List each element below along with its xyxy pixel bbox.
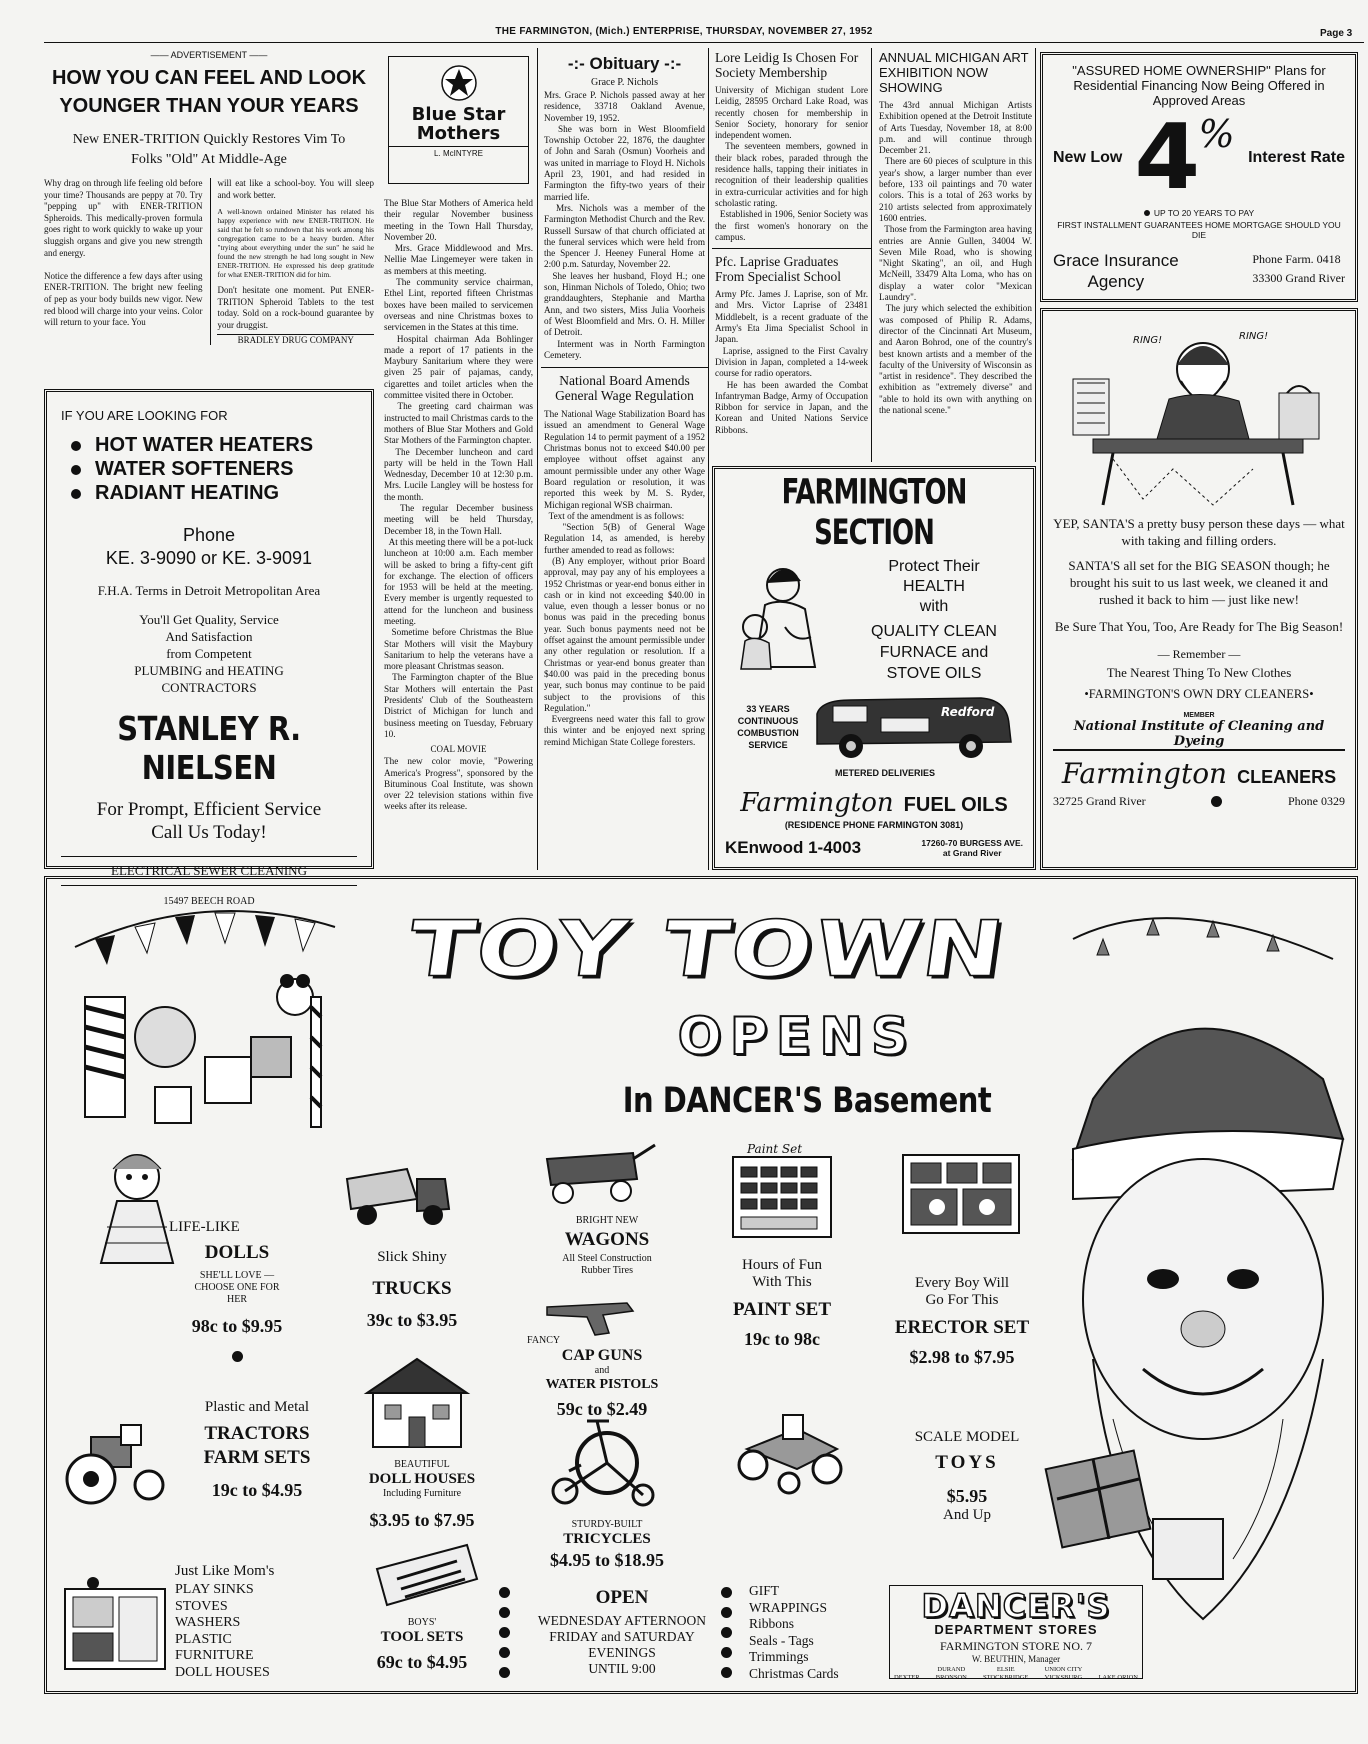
nielsen-item (71, 457, 357, 481)
erector-name: ERECTOR SET (894, 1317, 1030, 1338)
scale-price: $5.95 (946, 1486, 988, 1506)
wage-body: The National Wage Stabilization Board has issued an amendment to General Wage Regulation 14 to permit payment of a 1952 Christmas bonus not to exceed $40.00 per employee without offset against any amount permissible under any other Wage Board regulation or resolution, it was reported this week by M. S. Ryder, Michigan regional WSB chairman. Text of the amendment is as follows: "Section 5(B) of General Wage Regulation 14, as amended, is hereby further amended to read as follows: (B) Any employer, without prior Board approval, may pay any of his employees a 1952 Christmas or year-end bonus either in cash or in kind not exceeding $40.00 in value, even though a lesser bonus or no bonus was paid in the preceding bonus year. Such bonus payments need not be offset against the amount permissible under any other regulation or resolution. If a Christmas or year-end bonus greater than $40.00 was paid in the preceding bonus year, such bonus may continue to be paid subject to the provisions of this Regulation." Evergreens need water this fall to grow this winter and be enjoyed next spring remind Michigan State College foresters. (544, 409, 705, 747)
enertrition-ad (44, 48, 377, 382)
scale-name2: TOYS (935, 1452, 999, 1473)
art-body: The 43rd annual Michigan Artists Exhibition opened at the Detroit Institute of Arts Tuesday, November 18, at 8:00 p.m. and will continue through December 21. There are 60 pieces of sculpture in this year's show, a larger number than ever before, 133 oil paintings and 70 water colors. This is a total of 263 works by 210 artists selected from approximately 1600 entries. Those from the Farmington area having entries are Annie Gullen, 34004 W. Seven Mile Road, who is showing "Night Skating", an oil, and Hugh McNeill, 33479 Alta Loma, who has on display a water color "Mexican Laundry". The jury which selected the exhibition was composed of Philip R. Adams, director of the Cincinnati Art Museum, and Aaron Bohrod, one of the country's best known artists and a member of the faculty of the University of Wisconsin as "artist in residence". They described the exhibition as "extremely diverse" and "able to hold its own with anything on the national scene." (879, 100, 1033, 416)
nielsen-name: STANLEY R. NIELSEN (117, 708, 301, 788)
bullet-icon (499, 1587, 510, 1598)
erector-price: $2.98 to $7.95 (909, 1347, 1015, 1367)
guns-and: and (594, 1365, 610, 1376)
enertrition-sub: New ENER-TRITION Quickly Restores Vim To Folks "Old" At Middle-Age (72, 132, 346, 167)
obituary-name: Grace P. Nichols (591, 77, 658, 88)
guns-price: 59c to $2.49 (556, 1399, 648, 1419)
fuel-protect: Protect Their HEALTH with (888, 558, 980, 615)
enertrition-headline: HOW YOU CAN FEEL AND LOOK YOUNGER THAN YOUR YEARS (51, 67, 367, 117)
guns-block (517, 1335, 687, 1420)
svg-text:RING!: RING! (1133, 335, 1163, 346)
bullet-icon (499, 1627, 510, 1638)
bullet-icon (71, 465, 81, 475)
houses-name: DOLL HOUSES (368, 1471, 476, 1487)
nielsen-quality: You'll Get Quality, Service And Satisfaction from Competent PLUMBING and HEATING CONTRACTORS (134, 612, 284, 695)
cleaners-phone: Phone 0329 (1288, 794, 1345, 808)
cleaners-institute: National Institute of Cleaning and Dyeing (1053, 719, 1345, 751)
open-block (527, 1587, 717, 1677)
bullet-icon (721, 1647, 732, 1658)
sinks-block (175, 1563, 345, 1681)
dancers-town: LAKE ORION (1098, 1673, 1138, 1681)
grace-interest: Interest Rate (1248, 149, 1345, 166)
nielsen-items (71, 433, 357, 505)
open-bullets-right (721, 1587, 745, 1678)
bullet-icon (1211, 796, 1222, 807)
gifts-list: GIFT WRAPPINGS Ribbons Seals - Tags Trimmings Christmas Cards (749, 1583, 839, 1681)
dancers-towns (894, 1666, 1138, 1681)
nielsen-prompt: For Prompt, Efficient Service Call Us Today! (96, 799, 322, 843)
mother-baby-icon (725, 557, 845, 677)
houses-lead: BEAUTIFUL (394, 1459, 450, 1470)
tools-lead: BOYS' (407, 1617, 437, 1628)
santa-phone-illustration (1053, 319, 1349, 509)
nielsen-phone-label: Phone (182, 525, 236, 545)
houses-price: $3.95 to $7.95 (369, 1510, 475, 1530)
houses-small: Including Furniture (382, 1488, 462, 1499)
santa-face-illustration (1033, 899, 1353, 1659)
fuel-mother-illustration (725, 557, 845, 684)
sinks-list: PLAY SINKS STOVES WASHERS PLASTIC FURNITURE DOLL HOUSES (175, 1582, 270, 1680)
play-sink-icon (55, 1569, 175, 1679)
grace-addr: 33300 Grand River (1252, 271, 1345, 285)
coal-head: COAL MOVIE (430, 744, 487, 755)
ad-tag: —— ADVERTISEMENT —— (150, 50, 268, 60)
art-column (876, 48, 1036, 462)
wage-head: National Board Amends General Wage Regulation (555, 373, 694, 404)
dancers-dept: DEPARTMENT STORES (934, 1622, 1098, 1637)
laprise-head: Pfc. Laprise Graduates From Specialist School (715, 254, 841, 285)
cleaners-script: Farmington (1061, 757, 1228, 790)
grace-first: FIRST INSTALLMENT GUARANTEES HOME MORTGAGE SHOULD YOU DIE (1057, 220, 1341, 240)
dolls-lead: LIFE-LIKE (169, 1219, 240, 1235)
grace-phone: Phone Farm. 0418 (1252, 252, 1341, 266)
dancers-box (889, 1585, 1143, 1679)
grace-new-low: New Low (1053, 149, 1123, 166)
truck-toy-icon (337, 1149, 457, 1239)
cleaners-p2: SANTA'S all set for the BIG SEASON though; he brought his suit to us last week, we cleaned it and rushed it back to him — just like new! (1068, 558, 1333, 607)
bluestar-title2: Mothers (416, 123, 501, 144)
cleaners-p1: YEP, SANTA'S a pretty busy person these days — what with taking and filling orders. (1053, 516, 1349, 548)
cleaners-own: •FARMINGTON'S OWN DRY CLEANERS• (1084, 687, 1314, 701)
tricycles-name: TRICYCLES (563, 1531, 651, 1547)
leidig-column (712, 48, 872, 462)
nielsen-address: 15497 BEECH ROAD (163, 896, 255, 907)
enertrition-store: BRADLEY DRUG COMPANY (217, 334, 374, 345)
paint-block (697, 1257, 867, 1350)
tools-name: TOOL SETS (380, 1629, 464, 1645)
bullet-icon (721, 1607, 732, 1618)
paint-price: 19c to 98c (744, 1329, 820, 1349)
paint-lead: Hours of Fun With This (741, 1257, 822, 1290)
nielsen-item-text: WATER SOFTENERS (95, 458, 294, 480)
wagons-name: WAGONS (564, 1229, 650, 1250)
open-bullets-left (499, 1587, 523, 1678)
guns-name2: WATER PISTOLS (545, 1377, 659, 1392)
tool-set-icon (367, 1539, 487, 1609)
column-rule (541, 367, 708, 368)
dolls-name: DOLLS (204, 1242, 270, 1263)
bluestar-byline: L. McINTYRE (389, 146, 528, 158)
cleaners-nearest: The Nearest Thing To New Clothes (1106, 665, 1292, 680)
wagons-lead: BRIGHT NEW (575, 1215, 639, 1226)
art-head: ANNUAL MICHIGAN ART EXHIBITION NOW SHOWING (879, 50, 1029, 95)
houses-block (337, 1459, 507, 1531)
dancers-town: DURAND BRONSON (935, 1666, 967, 1681)
bullet-icon (499, 1647, 510, 1658)
dolls-small: SHE'LL LOVE — CHOOSE ONE FOR HER (194, 1270, 280, 1305)
obituary-body: Mrs. Grace P. Nichols passed away at her residence, 33718 Oakland Avenue, November 19, 1952. She was born in West Bloomfield Township October 22, 1876, the daughter of John and Sarah (Osmun) Voorheis and was united in marriage to Floyd H. Nichols April 23, 1901, and had resided in Farmington the fifty-two years of their married life. Mrs. Nichols was a member of the Farmington Methodist Church and the Rev. Russell Sursaw of that church officiated at the funeral services which were held from the Spencer J. Heeney Funeral Home at 2:00 p.m. Saturday, November 22. She leaves her husband, Floyd H.; one son, Hinman Nichols of Toledo, Ohio; two granddaughters, Stephanie and Martha Ann, and two sisters, Miss Julia Voorheis of West Bloomfield and Mrs. O. H. Miller of Detroit. Interment was in North Farmington Cemetery. (544, 90, 706, 360)
dancers-town: ELSIE STOCKBRIDGE (983, 1666, 1029, 1681)
nielsen-lead: IF YOU ARE LOOKING FOR (61, 408, 228, 423)
nielsen-phones: KE. 3-9090 or KE. 3-9091 (105, 548, 313, 568)
toytown-ad (44, 876, 1358, 1694)
fuel-script: Farmington (740, 788, 894, 818)
wagons-small: All Steel Construction Rubber Tires (562, 1253, 652, 1276)
tricycles-price: $4.95 to $18.95 (550, 1550, 664, 1570)
nielsen-item-text: HOT WATER HEATERS (95, 434, 314, 456)
tractors-lead: Plastic and Metal (204, 1399, 310, 1415)
fuel-metered: METERED DELIVERIES (835, 768, 936, 778)
fuel-fuel: FUEL OILS (903, 794, 1008, 816)
bullet-icon (499, 1607, 510, 1618)
enertrition-col1: Why drag on through life feeling old before your time? Thousands are peppy at 70. Try "pepping up" with ENER-TRITION Spheroids. This medically-proven formula goes right to work quickly to wake up your sluggish organs and give you new strength and energy. Notice the difference a few days after using ENER-TRITION. The bright new feeling of pep as your body builds new vigor. New red blood will charge into your veins. Color will return to your face. You (44, 178, 203, 328)
cleaners-remember: — Remember — (1157, 647, 1241, 661)
star-icon (441, 65, 477, 101)
bullet-icon (71, 441, 81, 451)
trucks-lead: Slick Shiny (377, 1249, 447, 1265)
tricycles-lead: STURDY-BUILT (571, 1519, 643, 1530)
erector-lead: Every Boy Will Go For This (914, 1275, 1010, 1308)
enertrition-col2c: Don't hesitate one moment. Put ENER-TRITION Spheroid Tablets to the test today. Sold on a rock-bound guarantee by your druggist. (217, 285, 377, 330)
guns-name: CAP GUNS (561, 1347, 643, 1364)
gifts-block (749, 1583, 869, 1682)
obituary-head-text: Obituary (589, 54, 660, 73)
paint-set-label: Paint Set (747, 1142, 803, 1156)
bullet-icon (721, 1587, 732, 1598)
bluestar-body: The Blue Star Mothers of America held their regular November business meeting in the Town Hall Thursday, November 20. Mrs. Grace Middlewood and Mrs. Nellie Mae Lingemeyer were taken in as members at this meeting. The community service chairman, Ethel Lint, reported fifteen Christmas boxes have been mailed to servicemen overseas and nine Christmas boxes to servicemen in the States at this time. Hospital chairman Ada Bohlinger made a report of 17 patients in the Maybury Sanitarium where they were given 25 pair of pajamas, candy, cigarettes and toilet articles when the committee visited there in October. The greeting card chairman was instructed to mail Christmas cards to the mothers of Blue Star Mothers and Gold Star Mothers of the Farmington chapter. The December luncheon and card party will be held in the Town Hall Wednesday, December 10 at 12:30 p.m. Mrs. Lucile Langley will be hostess for the month. The regular December business meeting will be held Thursday, December 18, in the Town Hall. At this meeting there will be a pot-luck luncheon at 10:00 a.m. Each member will be asked to bring a fifty-cent gift for exchange. The election of officers for 1953 will be held at the meeting. Every member is urgently requested to attend for the luncheon and business meeting. Sometime before Christmas the Blue Star Mothers will visit the Maybury Sanitarium to help the veterans have a more pleasant Christmas season. The Farmington chapter of the Blue Star Mothers will entertain the Past Presidents' Club of the Southeastern District of Michigan for lunch and business meeting on Tuesday, February 10. (384, 198, 534, 739)
grace-name: Grace Insurance Agency (1053, 251, 1179, 291)
dolls-block (157, 1219, 317, 1367)
tractors-block (167, 1399, 347, 1501)
tractor-icon (61, 1419, 171, 1509)
scale-name: SCALE MODEL (914, 1429, 1020, 1445)
bullet-icon (721, 1627, 732, 1638)
bullet-icon (157, 1349, 317, 1367)
enertrition-col2b: A well-known ordained Minister has related his happy experience with new ENER-TRITION. He said that he felt so rundown that his work among his congregation came to be a heavy burden. After "trying about everything under the sun" he said he found the new strength he had long sought in New ENER-TRITION. He expressed his deep gratitude for what ENER-TRITION did for him. (217, 207, 376, 280)
scale-small: And Up (943, 1507, 991, 1523)
cleaners-ad (1040, 308, 1358, 870)
tricycle-icon (547, 1411, 657, 1511)
enertrition-col2a: will eat like a school-boy. You will sleep and work better. (217, 178, 377, 200)
leidig-head: Lore Leidig Is Chosen For Society Membership (715, 50, 859, 80)
bullet-icon (499, 1667, 510, 1678)
cleaners-addr: 32725 Grand River (1053, 794, 1146, 808)
column-rule (712, 248, 871, 249)
dancers-store: FARMINGTON STORE NO. 7 (939, 1639, 1092, 1653)
fuel-years: 33 YEARS CONTINUOUS COMBUSTION SERVICE (737, 704, 799, 750)
erector-block (877, 1275, 1047, 1368)
toytown-title: TOY TOWN (402, 904, 1012, 994)
cleaners-word: CLEANERS (1237, 767, 1337, 787)
fuel-phone: KEnwood 1-4003 (725, 838, 862, 857)
cleaners-p3: Be Sure That You, Too, Are Ready for The Big Season! (1054, 619, 1344, 634)
trucks-name: TRUCKS (372, 1278, 452, 1299)
nielsen-item (71, 433, 357, 457)
fuel-res: (RESIDENCE PHONE FARMINGTON 3081) (784, 820, 964, 830)
toy-pile-illustration (55, 887, 355, 1147)
bullet-icon (71, 489, 81, 499)
truck-label: Redford (941, 705, 995, 719)
fuel-title: FARMINGTON SECTION (781, 472, 967, 554)
obituary-head: -:- Obituary -:- (567, 54, 682, 73)
paint-name: PAINT SET (732, 1299, 832, 1320)
nielsen-item (71, 481, 357, 505)
svg-text:RING!: RING! (1239, 331, 1269, 342)
cap-gun-icon (543, 1297, 653, 1337)
erector-set-icon (897, 1141, 1027, 1241)
grace-pct: % (1198, 112, 1235, 156)
grace-years-text: UP TO 20 YEARS TO PAY (1153, 208, 1255, 218)
bluestar-title1: Blue Star (411, 104, 506, 125)
page-number: Page 3 (1320, 28, 1353, 39)
tractors-price: 19c to $4.95 (211, 1480, 303, 1500)
fuel-ad (712, 466, 1036, 870)
paint-set-icon (727, 1137, 837, 1247)
fuel-addr: 17260-70 BURGESS AVE. at Grand River (921, 838, 1023, 858)
tools-price: 69c to $4.95 (376, 1652, 468, 1672)
cleaners-member: MEMBER (1183, 712, 1215, 719)
nielsen-ad (44, 389, 374, 907)
fuel-quality: QUALITY CLEAN FURNACE and STOVE OILS (871, 623, 997, 682)
dancers-name: DANCER'S (921, 1587, 1111, 1625)
nielsen-item-text: RADIANT HEATING (95, 482, 280, 504)
laprise-body: Army Pfc. James J. Laprise, son of Mr. and Mrs. Victor Laprise of 23481 Middlebelt, is a recent graduate of the Army's Eta Jima Specialist School in Japan. Laprise, assigned to the First Cavalry Division in Japan, completed a 14-week course for radio operators. He has been awarded the Combat Infantryman Badge, Army of Occupation Ribbon for service in Japan, and the Korean and United Nations Service Ribbons. (715, 289, 869, 435)
bullet-icon (721, 1667, 732, 1678)
dolls-price: 98c to $9.95 (191, 1316, 283, 1336)
dancers-town: UNION CITY VICKSBURG (1044, 1666, 1083, 1681)
bullet-icon (1144, 210, 1150, 216)
leidig-body: University of Michigan student Lore Leidig, 28595 Orchard Lake Road, was recently chosen for membership in Senior Society, honorary for senior independent women. The seventeen members, gowned in their black robes, paraded through the residence halls, tapping their initiates in recognition of their leadership qualities in extra-curricular activities and for high scholastic rating. Established in 1906, Senior Society was the first women's honorary on the campus. (715, 85, 869, 242)
grace-ad (1040, 52, 1358, 302)
tools-block (337, 1617, 507, 1673)
tractors-name: TRACTORS FARM SETS (203, 1423, 311, 1468)
grace-head: "ASSURED HOME OWNERSHIP" Plans for Residential Financing Now Being Offered in Approved Areas (1072, 63, 1326, 108)
masthead-rule (44, 42, 1364, 43)
tricycles-block (527, 1519, 687, 1571)
grace-rate: 4 (1134, 105, 1201, 210)
dancers-mgr: W. BEUTHIN, Manager (971, 1654, 1061, 1664)
trucks-block (327, 1249, 497, 1331)
obituary-column (541, 48, 709, 870)
toytown-basement: In DANCER'S Basement (622, 1079, 992, 1121)
wagon-icon (537, 1139, 657, 1209)
masthead-title: THE FARMINGTON, (Mich.) ENTERPRISE, THURSDAY, NOVEMBER 27, 1952 (495, 26, 873, 37)
guns-lead: FANCY (527, 1335, 561, 1346)
dancers-town: DEXTER (894, 1673, 920, 1681)
coal-body: The new color movie, "Powering America's Progress", sponsored by the Bituminous Coal Institute, was shown over 22 television stations within five weeks after its release. (384, 756, 536, 812)
scale-model-icon (727, 1409, 857, 1499)
open-head: OPEN (595, 1587, 649, 1608)
open-lines: WEDNESDAY AFTERNOON FRIDAY and SATURDAY EVENINGS UNTIL 9:00 (537, 1613, 707, 1676)
trucks-price: 39c to $3.95 (366, 1310, 458, 1330)
nielsen-sewer: ELECTRICAL SEWER CLEANING (111, 863, 307, 878)
sinks-lead: Just Like Mom's (175, 1563, 275, 1579)
bluestar-logo (388, 56, 529, 184)
nielsen-rule (61, 856, 357, 857)
toytown-opens: OPENS (677, 1007, 917, 1067)
nielsen-fha: F.H.A. Terms in Detroit Metropolitan Area (97, 583, 321, 598)
ad-tag-text: ADVERTISEMENT (170, 50, 247, 60)
doll-house-icon (357, 1353, 477, 1453)
truck-icon (811, 688, 1021, 766)
bluestar-column (380, 48, 538, 870)
scale-block (887, 1429, 1047, 1524)
wagons-block (527, 1215, 687, 1277)
